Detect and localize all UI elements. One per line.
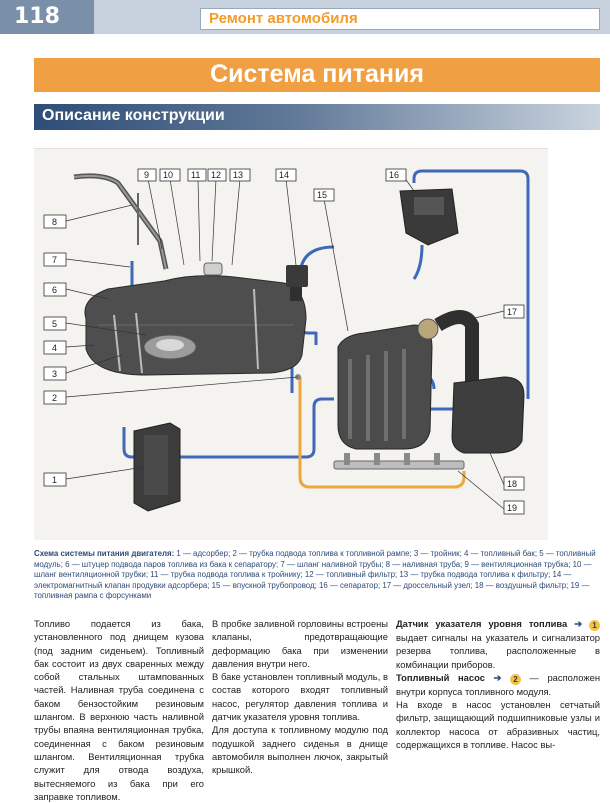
callout-8: 8 — [52, 217, 58, 227]
fuel-level-sensor-text: выдает сигналы на указатель и сигнализатор резерва топлива, расположенные в комбинации приборов. — [396, 632, 600, 670]
callout-10: 10 — [163, 170, 174, 180]
fuel-level-sensor-heading: Датчик указателя уровня топлива — [396, 618, 568, 629]
arrow-icon: ➔ — [574, 618, 583, 629]
callout-2: 2 — [52, 393, 58, 403]
fuel-rail — [334, 461, 464, 469]
subtitle-band — [34, 104, 600, 130]
callout-17: 17 — [507, 307, 518, 317]
fuel-pump-text: — расположен внутри корпуса топливного модуля. — [396, 671, 601, 697]
callout-12: 12 — [211, 170, 222, 180]
col2-paragraph-3: Для доступа к топливному модулю под подушкой заднего сиденья в днище автомобиля выполнен лючок, закрытый крышкой. — [212, 724, 388, 776]
callout-5: 5 — [52, 319, 58, 329]
callout-1: 1 — [52, 475, 58, 485]
air-hose — [438, 317, 472, 385]
caption-heading: Схема системы питания двигателя: — [34, 549, 175, 558]
page-number: 118 — [14, 4, 60, 29]
callout-18: 18 — [507, 479, 518, 489]
callout-13: 13 — [233, 170, 244, 180]
callout-11: 11 — [191, 170, 201, 180]
section-title: Ремонт автомобиля — [209, 10, 358, 27]
callout-7: 7 — [52, 255, 58, 265]
page-number-block — [0, 0, 94, 34]
col2-paragraph-1: В пробке заливной горловины встроены клапаны, предотвращающие деформацию бака при изменении давления внутри него. — [212, 618, 388, 669]
figure-badge-1: 1 — [589, 620, 600, 631]
fuel-system-diagram — [34, 148, 548, 540]
purge-valve — [286, 265, 308, 287]
arrow-icon: ➔ — [493, 671, 502, 683]
caption-text: 1 — адсорбер; 2 — трубка подвода топлива к топливной рампе; 3 — тройник; 4 — топливный бак; 5 — топливный модуль; 6 — штуцер подвода паров топлива из бака к сепаратору; 7 — шланг наливной трубы; 8 — наливная труба; 9 — вентиляционная трубка; 10 — шланг вентиляционной трубки; 11 — трубка подвода топлива к тройнику; 12 — топливный фильтр; 13 — трубка подвода топлива к фильтру; 14 — электромагнитный клапан продувки адсорбера; 15 — впускной трубопровод; 16 — сепаратор; 17 — дроссельный узел; 18 — воздушный фильтр; 19 — топливная рампа с форсунками — [34, 549, 596, 601]
callout-9: 9 — [144, 170, 150, 180]
callout-6: 6 — [52, 285, 58, 295]
subtitle: Описание конструкции — [42, 107, 225, 124]
chapter-title: Система питания — [210, 60, 424, 88]
text-column-1 — [34, 617, 204, 803]
section-title-box — [200, 8, 600, 30]
diagram-svg — [34, 149, 548, 541]
col3-paragraph-1 — [396, 617, 600, 671]
text-column-2 — [212, 617, 388, 777]
callout-16: 16 — [389, 170, 400, 180]
throttle-body — [418, 319, 438, 339]
diagram-caption — [34, 549, 600, 602]
col3-paragraph-2 — [396, 671, 600, 698]
callout-4: 4 — [52, 343, 58, 353]
figure-badge-2: 2 — [510, 674, 521, 685]
fuel-filter — [204, 263, 222, 275]
chapter-title-band — [34, 58, 600, 92]
callout-14: 14 — [279, 170, 290, 180]
col2-paragraph-2: В баке установлен топливный модуль, в состав которого входят топливный насос, регулятор давления топлива и датчик указателя уровня топлива. — [212, 671, 388, 723]
callout-3: 3 — [52, 369, 58, 379]
text-column-3 — [396, 617, 600, 751]
air-filter — [452, 377, 524, 453]
col3-paragraph-3: На входе в насос установлен сетчатый фильтр, защищающий подшипниковые узлы и коллектор насоса от абразивных частиц, содержащихся в топливе. Насос вы- — [396, 699, 600, 751]
filler-pipe — [74, 176, 166, 269]
callout-15: 15 — [317, 190, 328, 200]
callout-19: 19 — [507, 503, 518, 513]
fuel-pump-heading: Топливный насос — [396, 671, 485, 683]
col1-paragraph: Топливо подается из бака, установленного под днищем кузова (под задним сиденьем). Топливный бак состоит из двух сваренных между собой стальных штампованных частей. Наливная труба соединена с баком бензостойким резиновым шлангом. В верхнюю часть наливной трубы впаяна вентиляционная трубка, соединенная с баком резиновым шлангом. Вентиляционная трубка служит для отвода воздуха, вытесняемого из бака при его заправке топливом. — [34, 618, 204, 802]
